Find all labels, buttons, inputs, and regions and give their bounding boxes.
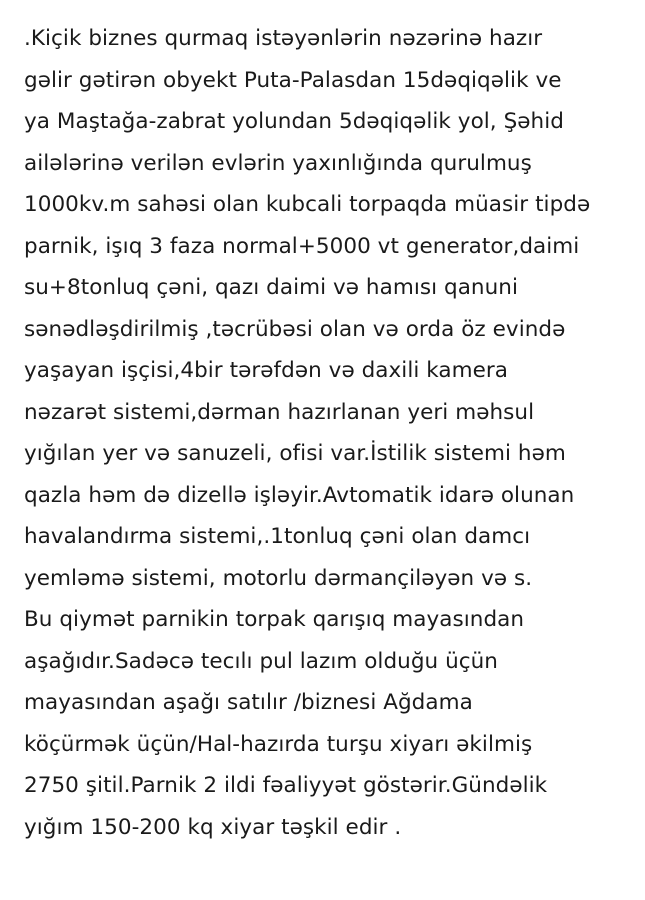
- text-line: havalandırma sistemi,.1tonluq çəni olan damcı: [24, 524, 531, 549]
- text-line: Bu qiymət parnikin torpak qarışıq mayasından: [24, 607, 525, 632]
- text-line: nəzarət sistemi,dərman hazırlanan yeri məhsul: [24, 399, 535, 425]
- text-line: .Kiçik biznes qurmaq istəyənlərin nəzərinə hazır: [24, 26, 543, 51]
- text-line: 1000kv.m sahəsi olan kubcali torpaqda müasir tipdə: [24, 192, 591, 217]
- text-line: yığım 150-200 kq xiyar təşkil edir .: [24, 814, 402, 840]
- text-line: ya Maştağa-zabrat yolundan 5dəqiqəlik yol, Şəhid: [24, 109, 564, 134]
- text-line: yığılan yer və sanuzeli, ofisi var.İstilik sistemi həm: [24, 441, 566, 466]
- text-line: yemləmə sistemi, motorlu dərmançiləyən və s.: [24, 565, 533, 591]
- text-line: sənədləşdirilmiş ,təcrübəsi olan və orda öz evində: [24, 316, 566, 342]
- text-line: yaşayan işçisi,4bir tərəfdən və daxili kamera: [24, 358, 508, 383]
- text-line: aşağıdır.Sadəcə tecılı pul lazım olduğu üçün: [24, 648, 498, 674]
- text-line: mayasından aşağı satılır /biznesi Ağdama: [24, 690, 473, 715]
- text-line: qazla həm də dizellə işləyir.Avtomatik idarə olunan: [24, 482, 575, 508]
- text-line: 2750 şitil.Parnik 2 ildi fəaliyyət göstərir.Gündəlik: [24, 773, 548, 798]
- text-line: köçürmək üçün/Hal-hazırda turşu xiyarı əkilmiş: [24, 731, 533, 757]
- text-line: parnik, işıq 3 faza normal+5000 vt generator,daimi: [24, 233, 580, 259]
- text-line: su+8tonluq çəni, qazı daimi və hamısı qanuni: [24, 275, 518, 300]
- text-line: ailələrinə verilən evlərin yaxınlığında qurulmuş: [24, 150, 532, 176]
- text-line: gəlir gətirən obyekt Puta-Palasdan 15dəqiqəlik ve: [24, 67, 562, 93]
